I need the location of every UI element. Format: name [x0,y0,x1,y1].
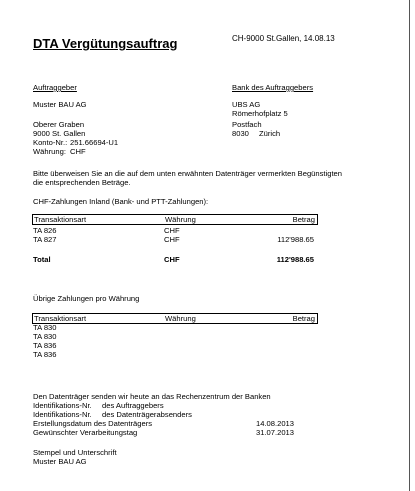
verarbeitung-label: Gewünschter Verarbeitungstag [33,428,138,437]
list-item: TA 836 [33,341,57,350]
auftraggeber-city: 9000 St. Gallen [33,129,86,138]
bank-heading: Bank des Auftraggebers [232,83,314,92]
stempel-label: Stempel und Unterschrift [33,448,117,457]
bank-name: UBS AG [232,100,261,109]
list-item: TA 836 [33,350,57,359]
instruction-line1: Bitte überweisen Sie an die auf dem unten erwähnten Datenträger vermerkten Begünstigten [33,169,343,178]
ident2-label: Identifikations-Nr. [33,410,92,419]
footer-line1: Den Datenträger senden wir heute an das Rechenzentrum der Banken [33,392,271,401]
auftraggeber-street: Oberer Graben [33,120,85,129]
list-item: TA 830 [33,332,57,341]
header-transaktionsart: Transaktionsart [34,314,87,323]
total-waehrung: CHF [164,255,180,264]
total-label: Total [33,255,51,264]
bank-postfach: Postfach [232,120,262,129]
list-item: TA 830 [33,323,57,332]
konto-label: Konto-Nr.: [33,138,68,147]
header-betrag: Betrag [292,314,315,323]
waehrung-label: Währung: [33,147,66,156]
instruction-line2: die entsprechenden Beträge. [33,178,131,187]
waehrung-value: CHF [70,147,86,156]
header-waehrung: Währung [165,314,196,323]
table-row-waehrung: CHF [164,235,180,244]
header-waehrung: Währung [165,215,196,224]
section1-header-row [32,214,318,225]
bank-zip: 8030 [232,129,249,138]
ident1-value: des Auftraggebers [102,401,164,410]
ident2-value: des Datenträgerabsenders [102,410,192,419]
bank-street: Römerhofplatz 5 [232,109,288,118]
konto-value: 251.66694-U1 [70,138,119,147]
verarbeitung-value: 31.07.2013 [256,428,295,437]
header-betrag: Betrag [292,215,315,224]
auftraggeber-name: Muster BAU AG [33,100,87,109]
ident1-label: Identifikations-Nr. [33,401,92,410]
section1-title: CHF-Zahlungen Inland (Bank- und PTT-Zahlungen): [33,197,209,206]
section2-header-row [32,313,318,324]
location-date: CH-9000 St.Gallen, 14.08.13 [232,34,335,43]
header-transaktionsart: Transaktionsart [34,215,87,224]
document-title: DTA Vergütungsauftrag [33,36,178,51]
footer-company: Muster BAU AG [33,457,87,466]
auftraggeber-heading: Auftraggeber [33,83,77,92]
section2-title: Übrige Zahlungen pro Währung [33,294,140,303]
total-betrag: 112'988.65 [276,255,314,264]
table-row-betrag: 112'988.65 [277,235,314,244]
erstellung-label: Erstellungsdatum des Datenträgers [33,419,153,428]
erstellung-value: 14.08.2013 [256,419,295,428]
table-row-waehrung: CHF [164,226,180,235]
page-edge [409,0,410,491]
table-row-art: TA 826 [33,226,57,235]
bank-city: Zürich [259,129,281,138]
table-row-art: TA 827 [33,235,57,244]
